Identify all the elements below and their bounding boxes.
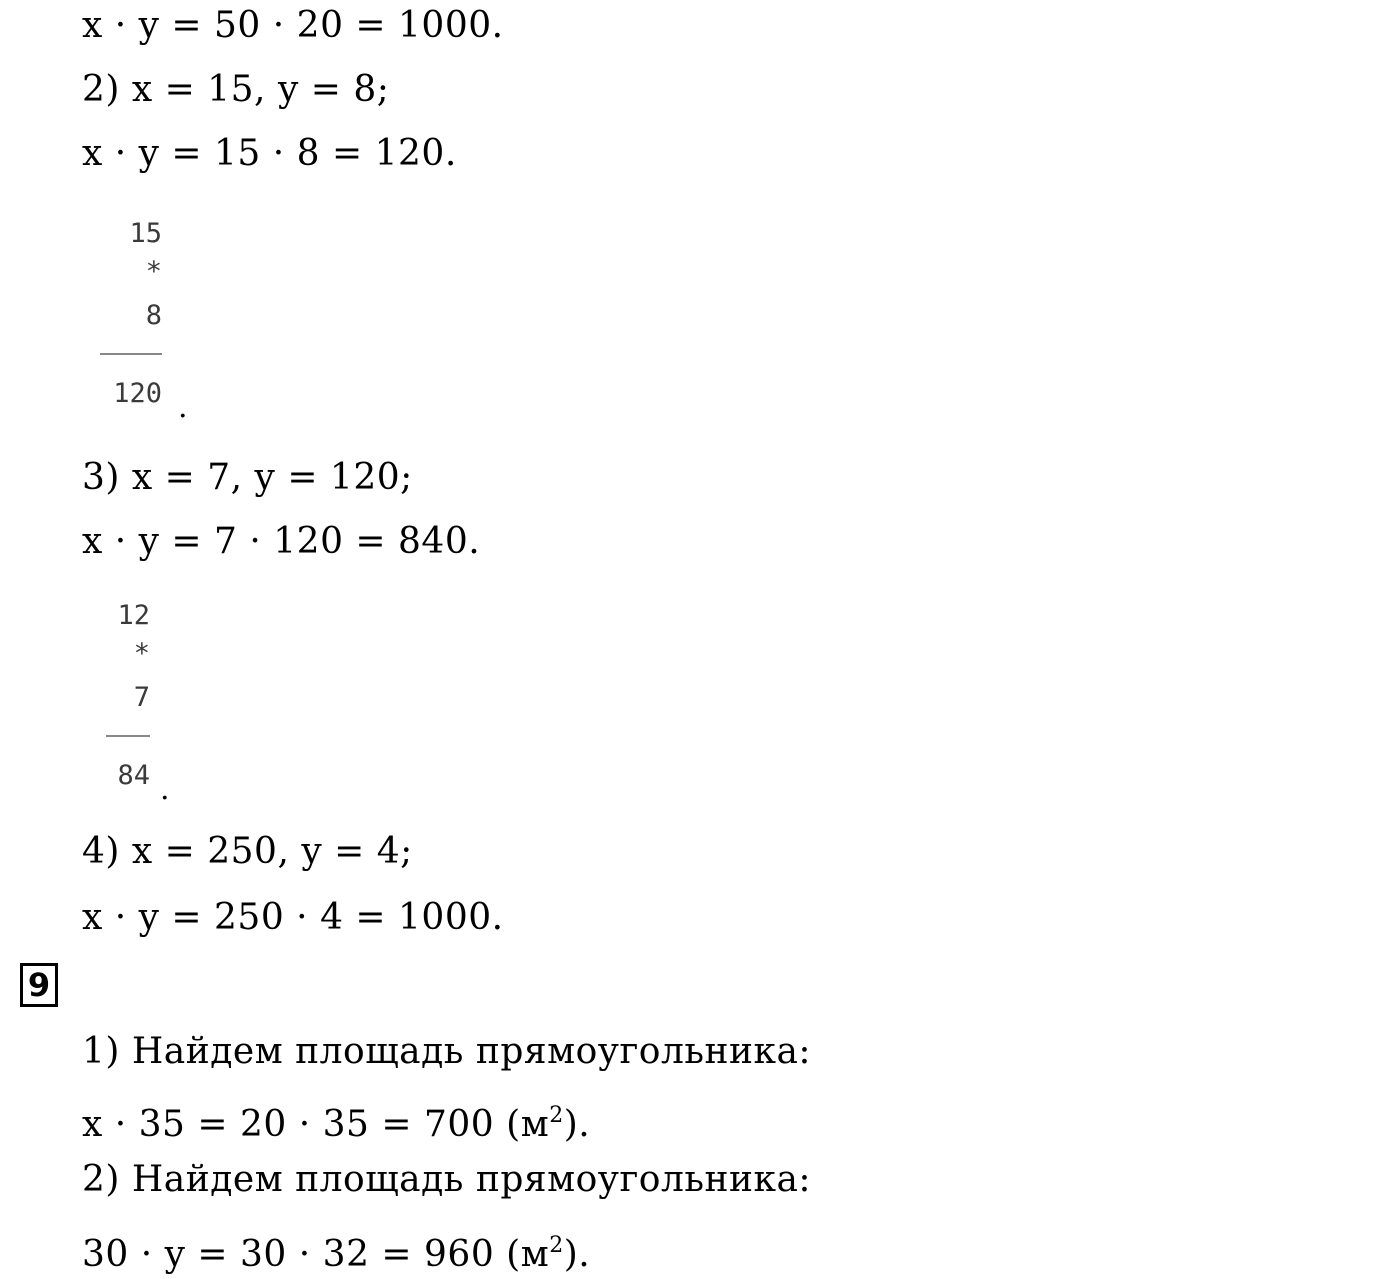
equation-end: ). — [563, 1104, 591, 1145]
equation-line — [82, 1224, 590, 1277]
exponent: 2 — [549, 1233, 564, 1258]
operator: * — [133, 638, 150, 669]
multiplicand: 12 — [117, 600, 150, 631]
product: 120 — [113, 378, 162, 409]
case-line: 3) x = 7, y = 120; — [82, 457, 413, 498]
result-rule — [106, 735, 150, 737]
case-line: 2) x = 15, y = 8; — [82, 69, 390, 110]
equation-line: x · y = 250 · 4 = 1000. — [82, 897, 504, 938]
result-rule — [100, 353, 162, 355]
case-line: 4) x = 250, y = 4; — [82, 831, 413, 872]
step-heading: 1) Найдем площадь прямоугольника: — [82, 1031, 812, 1072]
column-multiplication — [106, 600, 150, 800]
task-number-box: 9 — [20, 963, 58, 1007]
equation-end: ). — [563, 1234, 591, 1275]
exponent: 2 — [549, 1103, 564, 1128]
equation-line: x · y = 15 · 8 = 120. — [82, 133, 457, 174]
multiplicand: 15 — [129, 218, 162, 249]
equation-line — [82, 1094, 590, 1147]
column-multiplication — [100, 218, 162, 418]
multiplier: 7 — [133, 682, 150, 713]
period: . — [178, 390, 188, 425]
equation-line: x · y = 7 · 120 = 840. — [82, 521, 481, 562]
multiplier: 8 — [145, 300, 162, 331]
operator: * — [145, 256, 162, 287]
product: 84 — [117, 760, 150, 791]
equation-line: x · y = 50 · 20 = 1000. — [82, 5, 504, 46]
step-heading: 2) Найдем площадь прямоугольника: — [82, 1159, 812, 1200]
equation-text: x · 35 = 20 · 35 = 700 (м — [82, 1104, 550, 1145]
equation-text: 30 · y = 30 · 32 = 960 (м — [82, 1234, 550, 1275]
period: . — [160, 772, 170, 807]
